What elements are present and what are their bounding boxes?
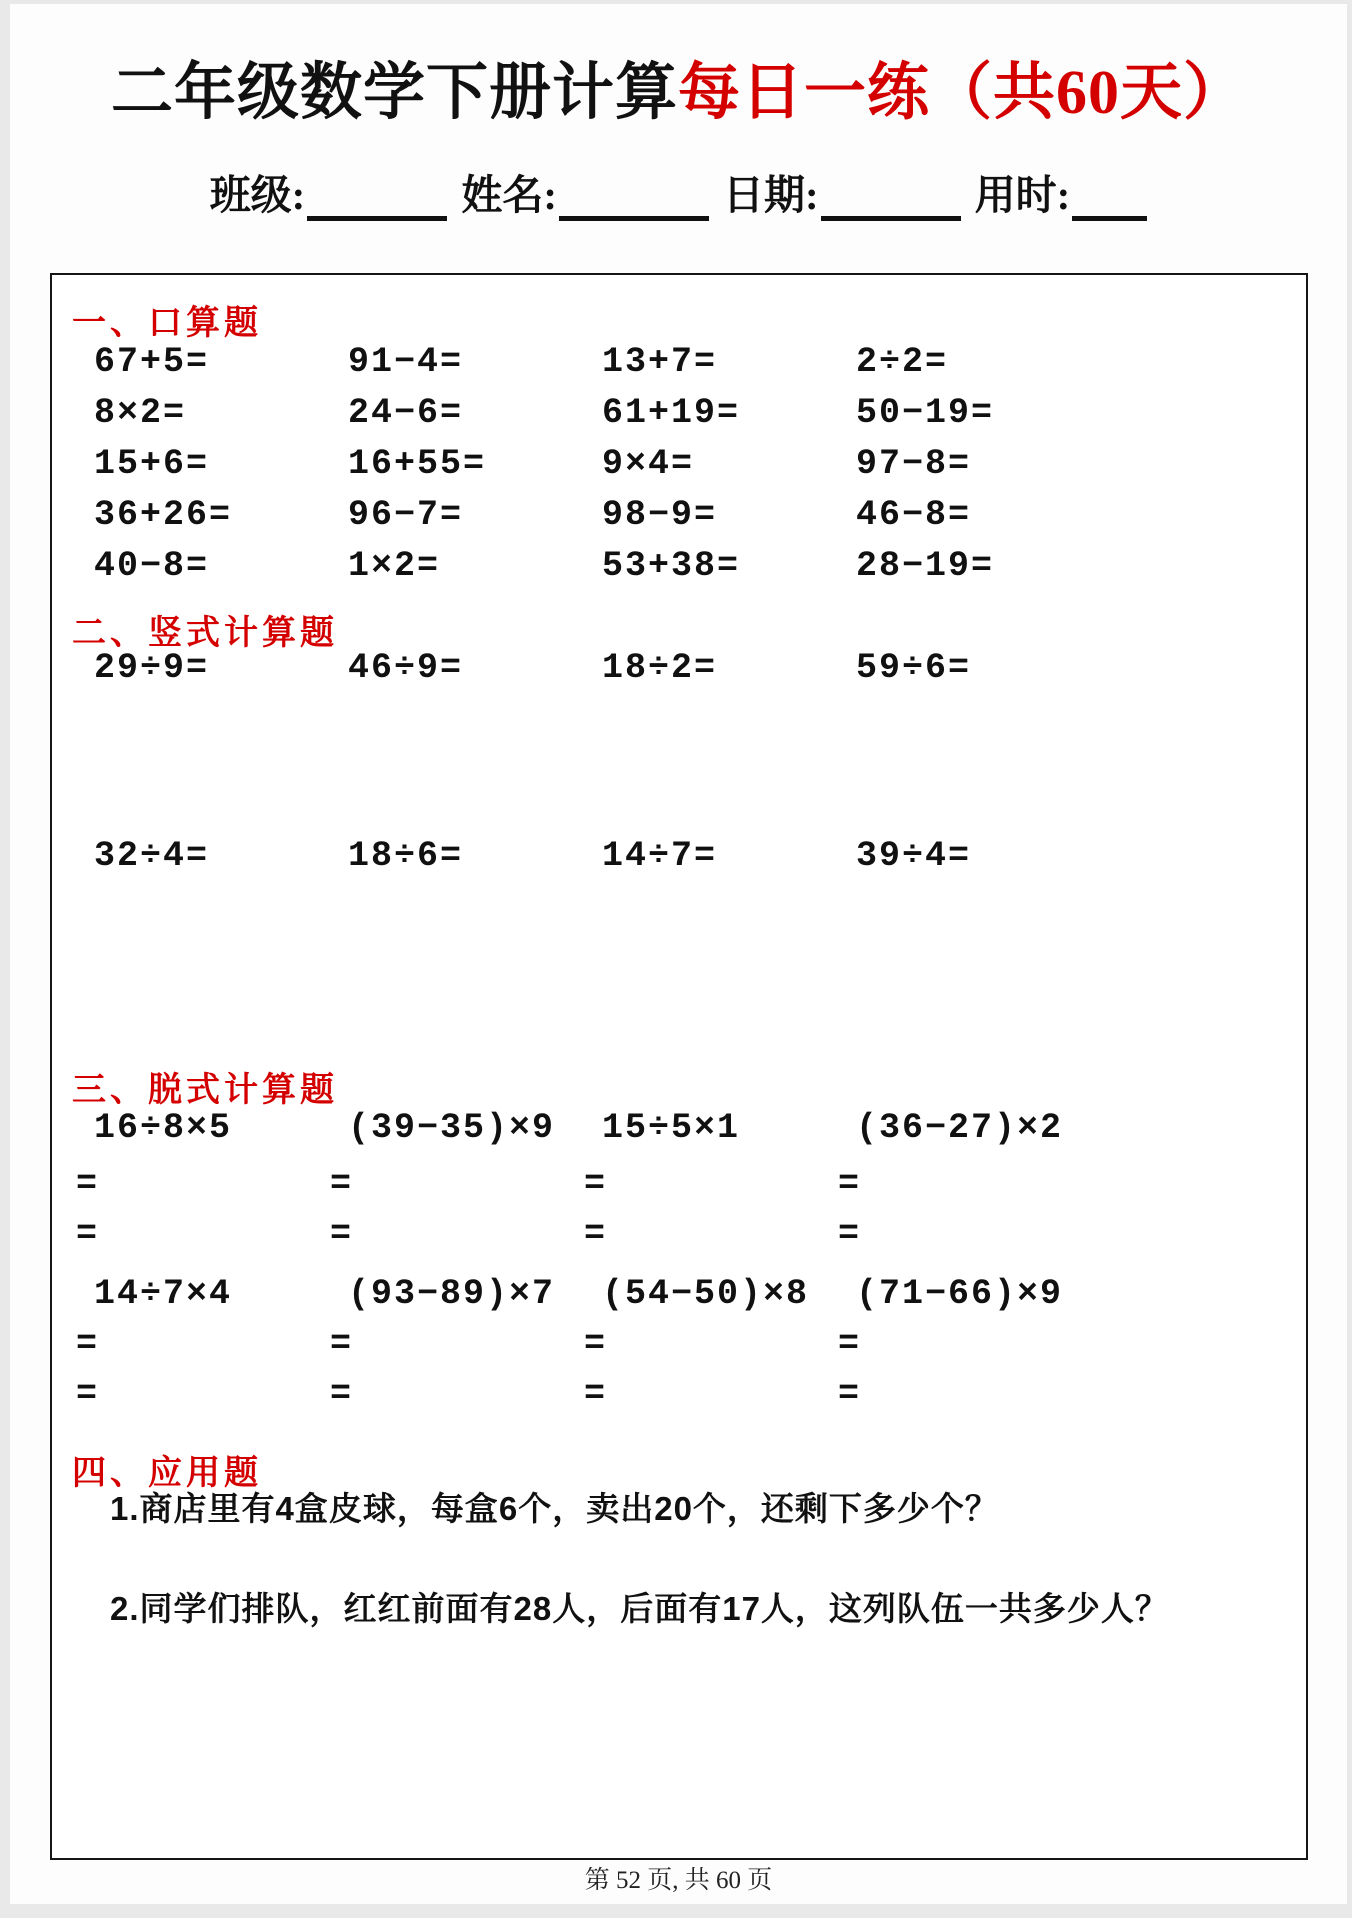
stepwise-equals-row	[64, 1319, 1080, 1370]
stepwise-equals-row	[64, 1159, 1080, 1210]
stepwise-expressions-row-1	[64, 1103, 1080, 1154]
stepwise-problem: (36−27)×2	[856, 1108, 1064, 1148]
equals-sign: =	[330, 1324, 354, 1364]
section-heading-word: 四、应用题	[72, 1455, 262, 1492]
equals-sign: =	[76, 1164, 100, 1204]
oral-problem: 91−4=	[348, 342, 464, 382]
equals-sign: =	[330, 1164, 354, 1204]
vertical-problem: 18÷6=	[348, 836, 464, 876]
word-problem-1: 1.商店里有4盒皮球，每盒6个，卖出20个，还剩下多少个？	[110, 1490, 999, 1527]
oral-problem: 8×2=	[94, 393, 187, 433]
title-black-part: 二年级数学下册计算	[110, 59, 678, 127]
vertical-problem: 39÷4=	[856, 836, 972, 876]
oral-problem: 96−7=	[348, 495, 464, 535]
oral-problem: 67+5=	[94, 342, 210, 382]
equals-sign: =	[838, 1164, 862, 1204]
vertical-problem: 46÷9=	[348, 648, 464, 688]
equals-sign: =	[838, 1214, 862, 1254]
equals-sign: =	[330, 1374, 354, 1414]
stepwise-equals-row	[64, 1209, 1080, 1260]
equals-sign: =	[584, 1374, 608, 1414]
oral-problem: 24−6=	[348, 393, 464, 433]
page-title	[10, 42, 1347, 131]
stepwise-problem: (54−50)×8	[602, 1274, 810, 1314]
vertical-problem: 29÷9=	[94, 648, 210, 688]
date-label: 日期:	[723, 172, 819, 218]
equals-sign: =	[584, 1324, 608, 1364]
oral-problem: 50−19=	[856, 393, 995, 433]
stepwise-expressions-row-2	[64, 1269, 1080, 1320]
stepwise-problem: 16÷8×5	[94, 1108, 233, 1148]
title-red-part: 每日一练（共60天）	[678, 59, 1247, 127]
oral-problem: 40−8=	[94, 546, 210, 586]
equals-sign: =	[76, 1214, 100, 1254]
class-label: 班级:	[209, 172, 306, 218]
vertical-problem: 32÷4=	[94, 836, 210, 876]
time-blank	[1072, 170, 1147, 221]
stepwise-problem: 15÷5×1	[602, 1108, 741, 1148]
class-blank	[307, 170, 447, 221]
oral-problems-grid	[64, 337, 1080, 592]
oral-problem: 53+38=	[602, 546, 741, 586]
time-label: 用时:	[974, 172, 1071, 218]
equals-sign: =	[330, 1214, 354, 1254]
section-heading-oral: 一、口算题	[72, 305, 262, 342]
vertical-problem: 18÷2=	[602, 648, 718, 688]
page-footer: 第 52 页, 共 60 页	[584, 1867, 773, 1894]
equals-sign: =	[838, 1324, 862, 1364]
section-heading-stepwise: 三、脱式计算题	[72, 1072, 338, 1109]
stepwise-problem: (93−89)×7	[348, 1274, 556, 1314]
date-blank	[821, 170, 961, 221]
equals-sign: =	[76, 1374, 100, 1414]
oral-problem: 16+55=	[348, 444, 487, 484]
equals-sign: =	[584, 1214, 608, 1254]
word-problem-2: 2.同学们排队，红红前面有28人，后面有17人，这列队伍一共多少人？	[110, 1590, 1169, 1627]
name-blank	[559, 170, 709, 221]
name-label: 姓名:	[461, 172, 557, 218]
equals-sign: =	[838, 1374, 862, 1414]
stepwise-problem: (39−35)×9	[348, 1108, 556, 1148]
worksheet-page	[10, 4, 1347, 1904]
oral-problem: 61+19=	[602, 393, 741, 433]
oral-problem: 9×4=	[602, 444, 695, 484]
equals-sign: =	[76, 1324, 100, 1364]
oral-problem: 15+6=	[94, 444, 210, 484]
section-heading-vertical: 二、竖式计算题	[72, 615, 338, 652]
vertical-problems-row-1	[64, 643, 1080, 694]
stepwise-equals-row	[64, 1369, 1080, 1420]
vertical-problem: 14÷7=	[602, 836, 718, 876]
oral-problem: 36+26=	[94, 495, 233, 535]
worksheet-box	[50, 273, 1308, 1860]
stepwise-problem: 14÷7×4	[94, 1274, 233, 1314]
oral-problem: 1×2=	[348, 546, 441, 586]
vertical-problem: 59÷6=	[856, 648, 972, 688]
equals-sign: =	[584, 1164, 608, 1204]
vertical-problems-row-2	[64, 831, 1080, 882]
stepwise-problem: (71−66)×9	[856, 1274, 1064, 1314]
oral-problem: 98−9=	[602, 495, 718, 535]
oral-problem: 97−8=	[856, 444, 972, 484]
student-info-line	[10, 162, 1347, 221]
oral-problem: 2÷2=	[856, 342, 949, 382]
oral-problem: 13+7=	[602, 342, 718, 382]
oral-problem: 46−8=	[856, 495, 972, 535]
oral-problem: 28−19=	[856, 546, 995, 586]
